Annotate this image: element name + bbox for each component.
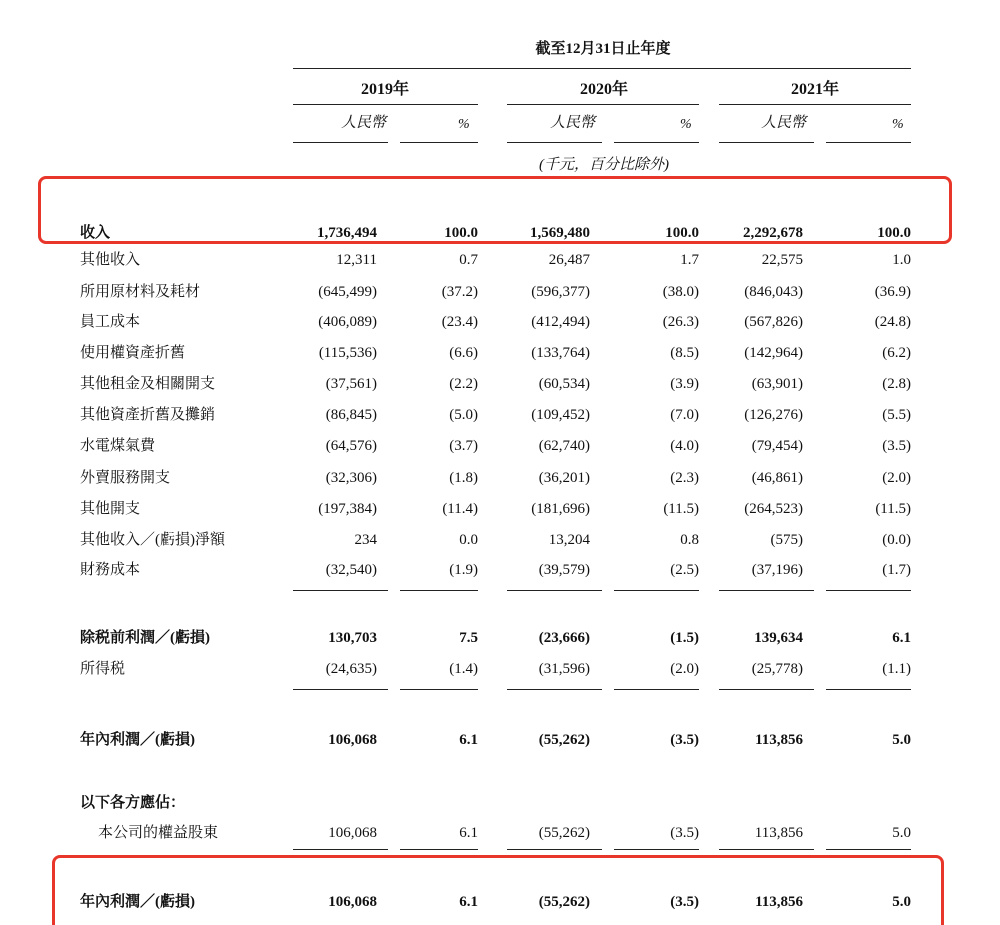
amount-cell: (24,635) xyxy=(325,661,377,677)
amount-cell: (142,964) xyxy=(744,345,803,361)
subtotal-rule xyxy=(614,849,699,850)
percent-cell: (3.5) xyxy=(670,825,699,841)
percent-cell: (2.2) xyxy=(449,376,478,392)
percent-cell: (5.0) xyxy=(449,407,478,423)
percent-cell: (1.7) xyxy=(882,562,911,578)
amount-cell: 139,634 xyxy=(754,630,803,646)
percent-cell: (8.5) xyxy=(670,345,699,361)
percent-cell: (1.4) xyxy=(449,661,478,677)
amount-cell: (31,596) xyxy=(538,661,590,677)
row-label: 以下各方應佔： xyxy=(80,795,186,811)
amount-cell: (63,901) xyxy=(751,376,803,392)
percent-cell: 1.7 xyxy=(680,252,699,268)
amount-cell: 130,703 xyxy=(328,630,377,646)
row-label: 年內利潤／(虧損) xyxy=(80,732,195,748)
percent-cell: (11.4) xyxy=(442,501,478,517)
period-rule xyxy=(293,68,911,69)
amount-cell: (64,576) xyxy=(325,438,377,454)
row-label: 本公司的權益股東 xyxy=(98,825,219,841)
unit-pct-2019: % xyxy=(458,117,470,132)
percent-cell: (2.3) xyxy=(670,470,699,486)
row-label: 收入 xyxy=(80,225,111,241)
unit-pct-2020: % xyxy=(680,117,692,132)
year-2020: 2020年 xyxy=(579,81,629,98)
row-label: 水電煤氣費 xyxy=(80,438,156,454)
subtotal-rule xyxy=(719,689,814,690)
amount-cell: (109,452) xyxy=(531,407,590,423)
amount-cell: (126,276) xyxy=(744,407,803,423)
amount-cell: (23,666) xyxy=(538,630,590,646)
percent-cell: (0.0) xyxy=(882,532,911,548)
row-label: 員工成本 xyxy=(80,314,141,330)
amount-cell: 1,569,480 xyxy=(530,225,590,241)
amount-cell: 113,856 xyxy=(755,894,803,910)
percent-cell: (1.9) xyxy=(449,562,478,578)
subtotal-rule xyxy=(400,590,478,591)
year-2019: 2019年 xyxy=(360,81,410,98)
percent-cell: (2.5) xyxy=(670,562,699,578)
percent-cell: (6.6) xyxy=(449,345,478,361)
amount-cell: (86,845) xyxy=(325,407,377,423)
amount-cell: (55,262) xyxy=(538,825,590,841)
amount-cell: (37,196) xyxy=(751,562,803,578)
period-header: 截至12月31日止年度 xyxy=(535,41,671,57)
percent-cell: (24.8) xyxy=(874,314,911,330)
unit-rule xyxy=(719,142,814,143)
amount-cell: (60,534) xyxy=(538,376,590,392)
year-2021: 2021年 xyxy=(790,81,840,98)
percent-cell: (37.2) xyxy=(441,284,478,300)
percent-cell: (4.0) xyxy=(670,438,699,454)
unit-rule xyxy=(614,142,699,143)
percent-cell: (23.4) xyxy=(441,314,478,330)
percent-cell: (3.5) xyxy=(670,894,699,910)
amount-cell: (55,262) xyxy=(538,894,590,910)
amount-cell: (115,536) xyxy=(318,345,377,361)
percent-cell: 5.0 xyxy=(892,894,911,910)
percent-cell: (2.0) xyxy=(882,470,911,486)
amount-cell: (264,523) xyxy=(744,501,803,517)
subtotal-rule xyxy=(719,590,814,591)
row-label: 財務成本 xyxy=(80,562,141,578)
percent-cell: (7.0) xyxy=(670,407,699,423)
percent-cell: (1.1) xyxy=(882,661,911,677)
unit-pct-2021: % xyxy=(892,117,904,132)
amount-cell: 1,736,494 xyxy=(317,225,377,241)
subtotal-rule xyxy=(507,689,602,690)
revenue-highlight-box xyxy=(38,176,952,244)
percent-cell: (11.5) xyxy=(875,501,911,517)
row-label: 其他租金及相關開支 xyxy=(80,376,216,392)
subtotal-rule xyxy=(293,689,388,690)
amount-cell: 13,204 xyxy=(548,532,590,548)
amount-cell: 106,068 xyxy=(328,732,377,748)
row-label: 外賣服務開支 xyxy=(80,470,171,486)
percent-cell: 6.1 xyxy=(892,630,911,646)
amount-cell: (32,540) xyxy=(325,562,377,578)
amount-cell: (197,384) xyxy=(318,501,377,517)
percent-cell: (3.5) xyxy=(670,732,699,748)
row-label: 其他收入／(虧損)淨額 xyxy=(80,532,225,548)
row-label: 所得税 xyxy=(80,661,126,677)
percent-cell: (1.5) xyxy=(670,630,699,646)
amount-cell: (846,043) xyxy=(744,284,803,300)
subtotal-rule xyxy=(507,849,602,850)
amount-cell: 234 xyxy=(354,532,377,548)
percent-cell: 5.0 xyxy=(892,825,911,841)
subtotal-rule xyxy=(293,849,388,850)
row-label: 所用原材料及耗材 xyxy=(80,284,201,300)
percent-cell: 6.1 xyxy=(459,894,478,910)
percent-cell: (5.5) xyxy=(882,407,911,423)
subtotal-rule xyxy=(293,590,388,591)
percent-cell: (3.7) xyxy=(449,438,478,454)
amount-cell: (25,778) xyxy=(751,661,803,677)
percent-cell: (2.8) xyxy=(882,376,911,392)
subtotal-rule xyxy=(826,849,911,850)
amount-cell: (37,561) xyxy=(325,376,377,392)
amount-cell: 106,068 xyxy=(328,825,377,841)
percent-cell: (11.5) xyxy=(663,501,699,517)
unit-note: (千元，百分比除外) xyxy=(539,157,669,173)
percent-cell: 1.0 xyxy=(892,252,911,268)
unit-rmb-2021: 人民幣 xyxy=(761,115,807,131)
amount-cell: 113,856 xyxy=(755,732,803,748)
percent-cell: (2.0) xyxy=(670,661,699,677)
percent-cell: 100.0 xyxy=(444,225,478,241)
row-label: 年內利潤／(虧損) xyxy=(80,894,195,910)
unit-rule xyxy=(826,142,911,143)
amount-cell: (39,579) xyxy=(538,562,590,578)
row-label: 使用權資產折舊 xyxy=(80,345,186,361)
percent-cell: 5.0 xyxy=(892,732,911,748)
percent-cell: 6.1 xyxy=(459,825,478,841)
unit-rule xyxy=(293,142,388,143)
unit-rule xyxy=(400,142,478,143)
amount-cell: 106,068 xyxy=(328,894,377,910)
net-profit-highlight-box xyxy=(52,855,944,925)
percent-cell: (6.2) xyxy=(882,345,911,361)
amount-cell: (55,262) xyxy=(538,732,590,748)
subtotal-rule xyxy=(826,590,911,591)
percent-cell: (36.9) xyxy=(874,284,911,300)
row-label: 除税前利潤／(虧損) xyxy=(80,630,210,646)
percent-cell: (3.9) xyxy=(670,376,699,392)
percent-cell: (1.8) xyxy=(449,470,478,486)
percent-cell: (38.0) xyxy=(662,284,699,300)
percent-cell: 100.0 xyxy=(665,225,699,241)
amount-cell: 12,311 xyxy=(336,252,377,268)
subtotal-rule xyxy=(826,689,911,690)
amount-cell: (46,861) xyxy=(751,470,803,486)
row-label: 其他收入 xyxy=(80,252,141,268)
amount-cell: 113,856 xyxy=(754,825,803,841)
subtotal-rule xyxy=(719,849,814,850)
year-rule-2021 xyxy=(719,104,911,105)
amount-cell: (36,201) xyxy=(538,470,590,486)
amount-cell: 26,487 xyxy=(548,252,590,268)
amount-cell: (567,826) xyxy=(744,314,803,330)
subtotal-rule xyxy=(400,689,478,690)
subtotal-rule xyxy=(614,590,699,591)
amount-cell: (133,764) xyxy=(531,345,590,361)
unit-rmb-2020: 人民幣 xyxy=(550,115,596,131)
amount-cell: (412,494) xyxy=(531,314,590,330)
amount-cell: (79,454) xyxy=(751,438,803,454)
amount-cell: (32,306) xyxy=(325,470,377,486)
year-rule-2020 xyxy=(507,104,699,105)
percent-cell: (26.3) xyxy=(662,314,699,330)
amount-cell: (575) xyxy=(770,532,803,548)
percent-cell: 0.8 xyxy=(680,532,699,548)
amount-cell: (406,089) xyxy=(318,314,377,330)
amount-cell: (181,696) xyxy=(531,501,590,517)
percent-cell: 0.0 xyxy=(459,532,478,548)
year-rule-2019 xyxy=(293,104,478,105)
unit-rule xyxy=(507,142,602,143)
subtotal-rule xyxy=(507,590,602,591)
percent-cell: 6.1 xyxy=(459,732,478,748)
amount-cell: (596,377) xyxy=(531,284,590,300)
percent-cell: 100.0 xyxy=(877,225,911,241)
row-label: 其他開支 xyxy=(80,501,141,517)
subtotal-rule xyxy=(400,849,478,850)
unit-rmb-2019: 人民幣 xyxy=(341,115,387,131)
amount-cell: 2,292,678 xyxy=(743,225,803,241)
amount-cell: (645,499) xyxy=(318,284,377,300)
amount-cell: (62,740) xyxy=(538,438,590,454)
amount-cell: 22,575 xyxy=(761,252,803,268)
percent-cell: 0.7 xyxy=(459,252,478,268)
row-label: 其他資產折舊及攤銷 xyxy=(80,407,216,423)
percent-cell: (3.5) xyxy=(882,438,911,454)
subtotal-rule xyxy=(614,689,699,690)
percent-cell: 7.5 xyxy=(459,630,478,646)
